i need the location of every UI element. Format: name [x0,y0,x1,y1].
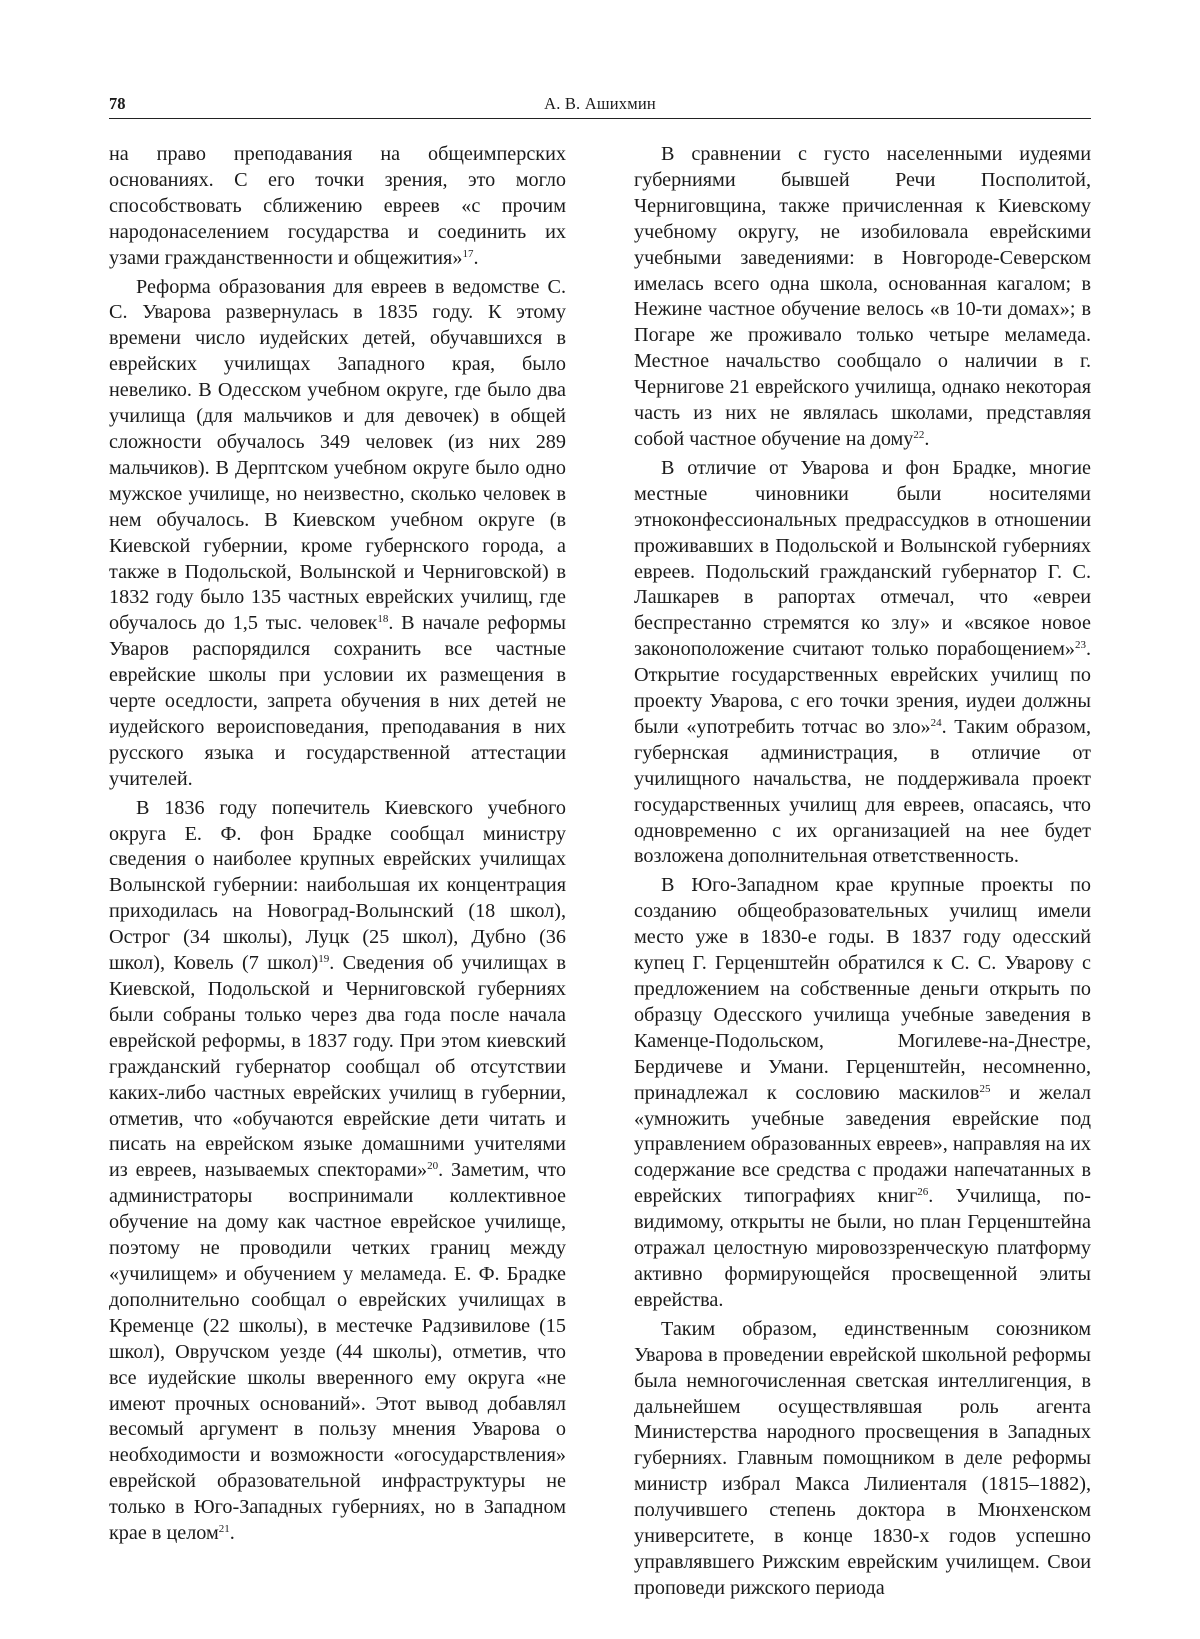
text-run: . Училища, по-видимому, открыты не были, но план Герценштейна отражал целостную мировоззренческую платформу активно формирующейся просвещенной элиты еврейства. [634,1185,1091,1311]
paragraph [109,142,566,272]
running-head-author: А. В. Ашихмин [544,94,656,113]
right-column [634,142,1091,1602]
text-run: . Заметим, что администраторы воспринимали коллективное обучение на дому как частное еврейское училище, поэтому не проводили четких границ между «училищем» и обучением у меламеда. Е. Ф. Брадке дополнительно сообщал о еврейских училищах в Кременце (22 школы), в местечке Радзивилове (15 школ), Овручском уезде (44 школы), отметив, что все иудейские школы вверенного ему округа «не имеют прочных оснований». Этот вывод добавлял весомый аргумент в пользу мнения Уварова о необходимости и возможности «огосударствления» еврейской образовательной инфраструктуры не только в Юго-Западных губерниях, но в Западном крае в целом [109,1159,566,1545]
text-run: на право преподавания на общеимперских основаниях. С его точки зрения, это могло способствовать сближению евреев «с прочим народонаселением государства и соединить их узами гражданственности и общежития» [109,143,566,269]
paragraph [634,1317,1091,1602]
text-run: В Юго-Западном крае крупные проекты по созданию общеобразовательных училищ имели место уже в 1830-е годы. В 1837 году одесский купец Г. Герценштейн обратился к С. С. Уварову с предложением на собственные деньги открыть по образцу Одесского училища учебные заведения в Каменце-Подольском, Могилеве-на-Днестре, Бердичеве и Умани. Герценштейн, несомненно, принадлежал к сословию маскилов [634,874,1091,1104]
footnote-ref: 19 [318,953,330,966]
paragraph [109,796,566,1547]
paragraph [634,456,1091,871]
text-run: . Сведения об училищах в Киевской, Подольской и Черниговской губерниях были собраны только через два года после начала еврейской реформы, в 1837 году. При этом киевский гражданский губернатор сообщал об отсутствии каких-либо частных еврейских училищ в губернии, отметив, что «обучаются еврейские дети читать и писать на еврейском языке домашними учителями из евреев, называемых спекторами» [109,952,566,1182]
text-run: . В начале реформы Уваров распорядился сохранить все частные еврейские школы при условии их размещения в черте оседлости, запрета обучения в них детей не иудейского вероисповедания, преподавания в них русского языка и государственной аттестации учителей. [109,612,566,790]
footnote-ref: 24 [930,716,942,729]
text-run: Реформа образования для евреев в ведомстве С. С. Уварова развернулась в 1835 году. К этому времени число иудейских детей, обучавшихся в еврейских училищах Западного края, было невелико. В Одесском учебном округе, где было два училища (для мальчиков и для девочек) в общей сложности обучалось 349 человек (из них 289 мальчиков). В Дерптском учебном округе было одно мужское училище, но неизвестно, сколько человек в нем обучалось. В Киевском учебном округе (в Киевской губернии, кроме губернского города, а также в Подольской, Волынской и Черниговской) в 1832 году было 135 частных еврейских училищ, где обучалось до 1,5 тыс. человек [109,275,566,635]
text-run: . Открытие государственных еврейских училищ по проекту Уварова, с его точки зрения, иудеи должны были «употребить тотчас во зло» [634,638,1091,738]
paragraph [634,873,1091,1313]
text-run: В 1836 году попечитель Киевского учебного округа Е. Ф. фон Брадке сообщал министру сведения о наиболее крупных еврейских училищах Волынской губернии: наибольшая их концентрация приходилась на Новоград-Волынский (18 школ), Острог (34 школы), Луцк (25 школ), Дубно (36 школ), Ковель (7 школ) [109,796,566,975]
footnote-ref: 26 [917,1186,929,1199]
text-run: . [473,246,479,269]
text-run: . [924,427,930,450]
footnote-ref: 18 [377,613,389,626]
page-header [109,88,1091,119]
text-run: и желал «умножить учебные заведения еврейские под управлением образованных евреев», направляя на их содержание все средства с продажи напечатанных в еврейских типографиях книг [634,1081,1091,1208]
text-run: . [229,1522,235,1545]
page-number: 78 [109,94,126,113]
text-run: В сравнении с густо населенными иудеями губерниями бывшей Речи Посполитой, Черниговщина, также причисленная к Киевскому учебному округу, не изобиловала еврейскими учебными заведениями: в Новгороде-Северском имелась всего одна школа, основанная кагалом; в Нежине частное обучение велось «в 10-ти домах»; в Погаре же проживало только четыре меламеда. Местное начальство сообщало о наличии в г. Чернигове 21 еврейского училища, однако некоторая часть из них не являлась школами, представляя собой частное обучение на дому [634,143,1091,450]
text-run: Таким образом, единственным союзником Уварова в проведении еврейской школьной реформы была немногочисленная светская интеллигенция, в дальнейшем осуществлявшая роль агента Министерства народного просвещения в Западных губерниях. Главным помощником в деле реформы министр избрал Макса Лилиенталя (1815–1882), получившего степень доктора в Мюнхенском университете, в конце 1830-х годов успешно управлявшего Рижским еврейским училищем. Свои проповеди рижского периода [634,1317,1091,1599]
footnote-ref: 20 [427,1160,439,1173]
footnote-ref: 17 [462,247,474,260]
left-column [109,142,566,1547]
footnote-ref: 22 [913,428,925,441]
text-run: . Таким образом, губернская администрация, в отличие от училищного начальства, не поддерживала проект государственных училищ для евреев, опасаясь, что одновременно с их организацией на нее будет возложена дополнительная ответственность. [634,715,1091,868]
paragraph [634,142,1091,453]
paragraph [109,275,566,793]
text-run: В отличие от Уварова и фон Брадке, многие местные чиновники были носителями этноконфессиональных предрассудков в отношении проживавших в Подольской и Волынской губерниях евреев. Подольский гражданский губернатор Г. С. Лашкарев в рапортах отмечал, что «евреи беспрестанно стремятся ко злу» и «всякое новое законоположение считают только порабощением» [634,456,1091,661]
footnote-ref: 25 [979,1082,991,1095]
footnote-ref: 23 [1074,639,1086,652]
footnote-ref: 21 [218,1523,230,1536]
